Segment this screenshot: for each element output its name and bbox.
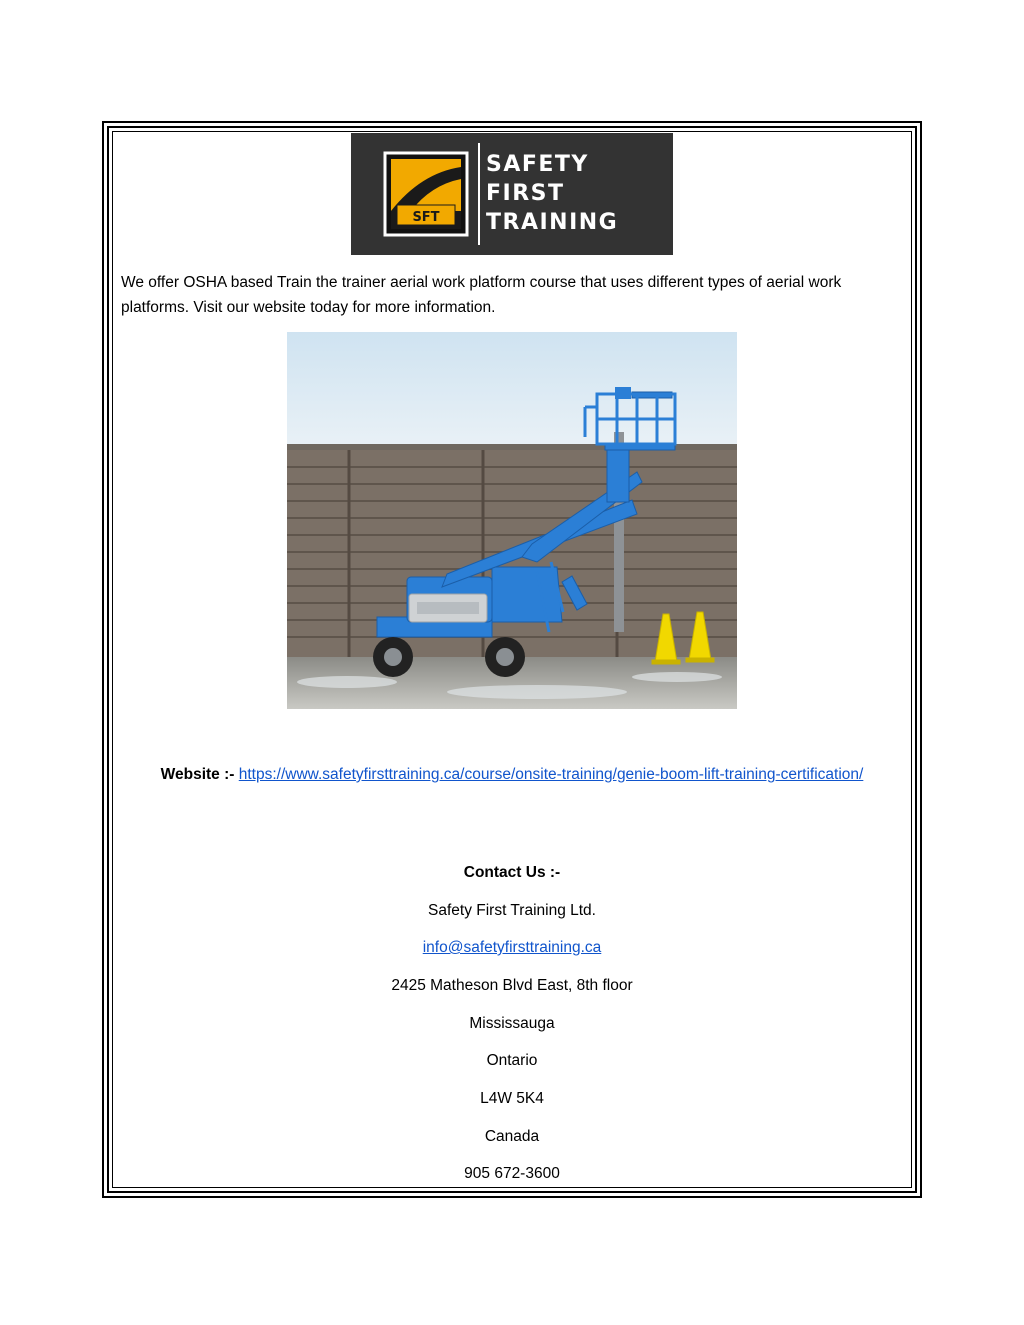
contact-email-line: [112, 938, 912, 958]
logo-line-2: FIRST: [486, 181, 565, 206]
contact-heading: Contact Us :-: [463, 864, 561, 881]
website-link[interactable]: https://www.safetyfirsttraining.ca/course/onsite-training/genie-boom-lift-training-certification/: [238, 766, 864, 783]
contact-address: 2425 Matheson Blvd East, 8th floor: [391, 977, 633, 994]
logo-line-1: SAFETY: [486, 152, 589, 177]
contact-phone: 905 672-3600: [464, 1165, 560, 1182]
website-line: [140, 762, 884, 787]
logo-line-3: TRAINING: [486, 210, 619, 235]
contact-province: Ontario: [486, 1052, 538, 1069]
website-label: Website :-: [160, 766, 235, 783]
company-logo: [351, 133, 673, 255]
contact-country: Canada: [484, 1128, 540, 1145]
contact-city: Mississauga: [469, 1015, 555, 1032]
boom-lift-photo: [287, 332, 737, 709]
contact-company: Safety First Training Ltd.: [428, 902, 596, 919]
contact-postal-code: L4W 5K4: [480, 1090, 544, 1107]
contact-email-link[interactable]: info@safetyfirsttraining.ca: [422, 939, 602, 956]
intro-paragraph: We offer OSHA based Train the trainer aerial work platform course that uses different types of aerial work platforms. Visit our website today for more information.: [121, 274, 842, 316]
logo-badge-text: SFT: [412, 210, 440, 225]
logo-wordmark: [486, 150, 618, 237]
